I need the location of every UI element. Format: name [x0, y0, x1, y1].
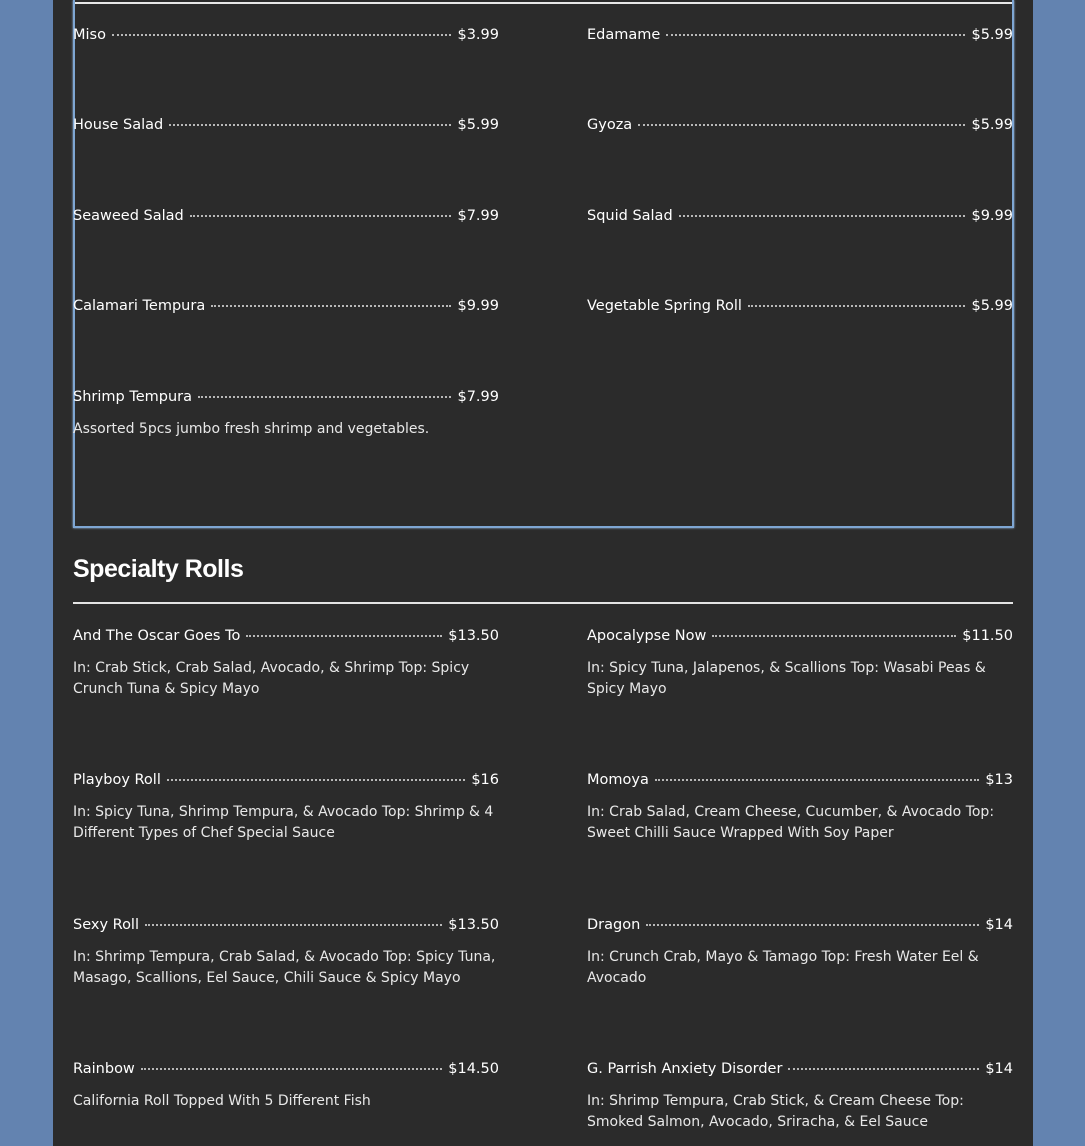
- appetizers-box: [73, 0, 1014, 528]
- item-name: Sexy Roll: [73, 917, 139, 933]
- menu-item-oscar: [73, 625, 499, 700]
- item-name: Calamari Tempura: [73, 298, 206, 314]
- item-description: Assorted 5pcs jumbo fresh shrimp and vegetables.: [73, 421, 430, 437]
- item-price: $9.99: [457, 298, 499, 314]
- item-price: $14.50: [448, 1061, 499, 1077]
- item-name: Apocalypse Now: [587, 628, 707, 644]
- item-description: In: Crab Stick, Crab Salad, Avocado, & Shrimp Top: Spicy Crunch Tuna & Spicy Mayo: [73, 660, 470, 697]
- menu-item-seaweed-salad: [73, 205, 499, 227]
- dot-leader: [246, 634, 442, 637]
- menu-item-shrimp-tempura: [73, 386, 499, 440]
- item-name: Edamame: [587, 27, 661, 43]
- item-price: $3.99: [457, 27, 499, 43]
- dot-leader: [190, 214, 452, 217]
- menu-item-edamame: [587, 24, 1013, 46]
- item-price: $16: [471, 772, 499, 788]
- item-price: $5.99: [971, 298, 1013, 314]
- dot-leader: [712, 634, 956, 637]
- item-name: Rainbow: [73, 1061, 135, 1077]
- menu-item-gyoza: [587, 114, 1013, 136]
- dot-leader: [679, 214, 966, 217]
- menu-item-dragon: [587, 914, 1013, 989]
- dot-leader: [748, 304, 966, 307]
- item-name: House Salad: [73, 117, 164, 133]
- item-description: In: Crunch Crab, Mayo & Tamago Top: Fresh Water Eel & Avocado: [587, 949, 979, 986]
- item-name: Squid Salad: [587, 208, 673, 224]
- item-description: In: Spicy Tuna, Shrimp Tempura, & Avocado Top: Shrimp & 4 Different Types of Chef Special Sauce: [73, 804, 494, 841]
- item-price: $14: [985, 917, 1013, 933]
- dot-leader: [211, 304, 451, 307]
- section-title: Specialty Rolls: [73, 555, 244, 583]
- item-price: $13.50: [448, 628, 499, 644]
- item-price: $5.99: [971, 117, 1013, 133]
- item-price: $9.99: [971, 208, 1013, 224]
- item-price: $13.50: [448, 917, 499, 933]
- appetizers-top-divider: [75, 2, 1012, 4]
- menu-item-momoya: [587, 769, 1013, 844]
- dot-leader: [638, 123, 965, 126]
- dot-leader: [655, 778, 979, 781]
- item-description: In: Spicy Tuna, Jalapenos, & Scallions Top: Wasabi Peas & Spicy Mayo: [587, 660, 986, 697]
- item-name: Miso: [73, 27, 106, 43]
- dot-leader: [145, 923, 442, 926]
- item-description: California Roll Topped With 5 Different Fish: [73, 1093, 371, 1109]
- menu-item-sexy-roll: [73, 914, 499, 989]
- menu-item-g-parrish: [587, 1058, 1013, 1133]
- item-price: $13: [985, 772, 1013, 788]
- item-name: Gyoza: [587, 117, 633, 133]
- dot-leader: [167, 778, 465, 781]
- item-price: $7.99: [457, 389, 499, 405]
- menu-item-playboy-roll: [73, 769, 499, 844]
- dot-leader: [141, 1067, 442, 1070]
- menu-item-house-salad: [73, 114, 499, 136]
- item-description: In: Shrimp Tempura, Crab Salad, & Avocado Top: Spicy Tuna, Masago, Scallions, Eel Sauce, Chili Sauce & Spicy Mayo: [73, 949, 496, 986]
- item-price: $11.50: [962, 628, 1013, 644]
- item-name: Seaweed Salad: [73, 208, 184, 224]
- menu-item-squid-salad: [587, 205, 1013, 227]
- item-price: $7.99: [457, 208, 499, 224]
- item-price: $14: [985, 1061, 1013, 1077]
- dot-leader: [666, 33, 965, 36]
- menu-item-calamari-tempura: [73, 295, 499, 317]
- dot-leader: [169, 123, 451, 126]
- item-price: $5.99: [971, 27, 1013, 43]
- menu-item-rainbow: [73, 1058, 499, 1112]
- item-name: Playboy Roll: [73, 772, 161, 788]
- item-name: And The Oscar Goes To: [73, 628, 241, 644]
- item-description: In: Crab Salad, Cream Cheese, Cucumber, & Avocado Top: Sweet Chilli Sauce Wrapped With Soy Paper: [587, 804, 995, 841]
- section-divider: [73, 602, 1013, 604]
- menu-item-apocalypse-now: [587, 625, 1013, 700]
- item-name: Vegetable Spring Roll: [587, 298, 742, 314]
- item-description: In: Shrimp Tempura, Crab Stick, & Cream Cheese Top: Smoked Salmon, Avocado, Sriracha, & Eel Sauce: [587, 1093, 964, 1130]
- menu-item-miso: [73, 24, 499, 46]
- menu-item-vegetable-spring-roll: [587, 295, 1013, 317]
- item-name: Momoya: [587, 772, 649, 788]
- dot-leader: [112, 33, 452, 36]
- dot-leader: [788, 1067, 979, 1070]
- dot-leader: [198, 395, 451, 398]
- dot-leader: [646, 923, 979, 926]
- item-name: Dragon: [587, 917, 641, 933]
- item-name: G. Parrish Anxiety Disorder: [587, 1061, 783, 1077]
- item-price: $5.99: [457, 117, 499, 133]
- item-name: Shrimp Tempura: [73, 389, 193, 405]
